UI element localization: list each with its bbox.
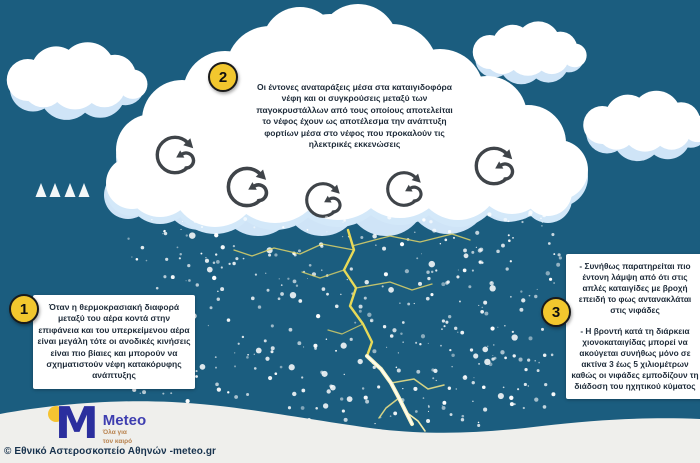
step-1-number-badge: 1 <box>9 294 39 324</box>
logo-m-letter: M <box>55 398 97 449</box>
meteo-logo <box>46 398 147 449</box>
step-3-number-badge: 3 <box>541 297 571 327</box>
step-1-text: Όταν η θερμοκρασιακή διαφορά μεταξύ του αέρα κοντά στην επιφάνεια και του υπερκείμενου αέρα είναι μεγάλη τότε οι ανοδικές κινήσεις είναι πιο βίαιες και μπορούν να σχηματιστούν νέφη κατακόρυφης ανάπτυξης <box>37 302 191 381</box>
logo-tagline-line1: Όλα για <box>102 429 127 436</box>
updraft-arrows-icon <box>36 183 90 292</box>
step-1-textbox <box>33 295 195 389</box>
logo-text-block <box>103 413 146 446</box>
step-2-textbox <box>247 76 462 156</box>
lightning-bolt-icon <box>234 230 470 431</box>
copyright-text: © Εθνικό Αστεροσκοπείο Αθηνών -meteo.gr <box>4 446 217 457</box>
step-2-number-badge: 2 <box>208 62 238 92</box>
step-3-text-flash: - Συνήθως παρατηρείται πιο έντονη λάμψη από ότι στις απλές καταιγίδες με βροχή επειδή το φως αντανακλάται στις νιφάδες <box>578 261 692 316</box>
logo-brand-text: Meteo <box>102 412 147 429</box>
step-3-textbox <box>566 254 700 399</box>
step-2-text: Οι έντονες αναταράξεις μέσα στα καταιγιδοφόρα νέφη και οι συγκρούσεις μεταξύ των παγοκρυστάλλων από τους οποίους αποτελείται το νέφος έχουν ως αποτέλεσμα την ανάπτυξη φορτίων μέσα στο νέφος που προκαλούν τις ηλεκτρικές εκκενώσεις <box>256 82 453 149</box>
step-3-text-thunder: - Η βροντή κατά τη διάρκεια χιονοκαταιγίδας μπορεί να ακούγεται συνήθως μόνο σε ακτίνα 3 έως 5 χιλιομέτρων καθώς οι νιφάδες εμποδίζουν τη διάδοση του ηχητικού κύματος <box>571 325 699 392</box>
logo-tagline-line2: τον καιρό <box>102 437 133 445</box>
